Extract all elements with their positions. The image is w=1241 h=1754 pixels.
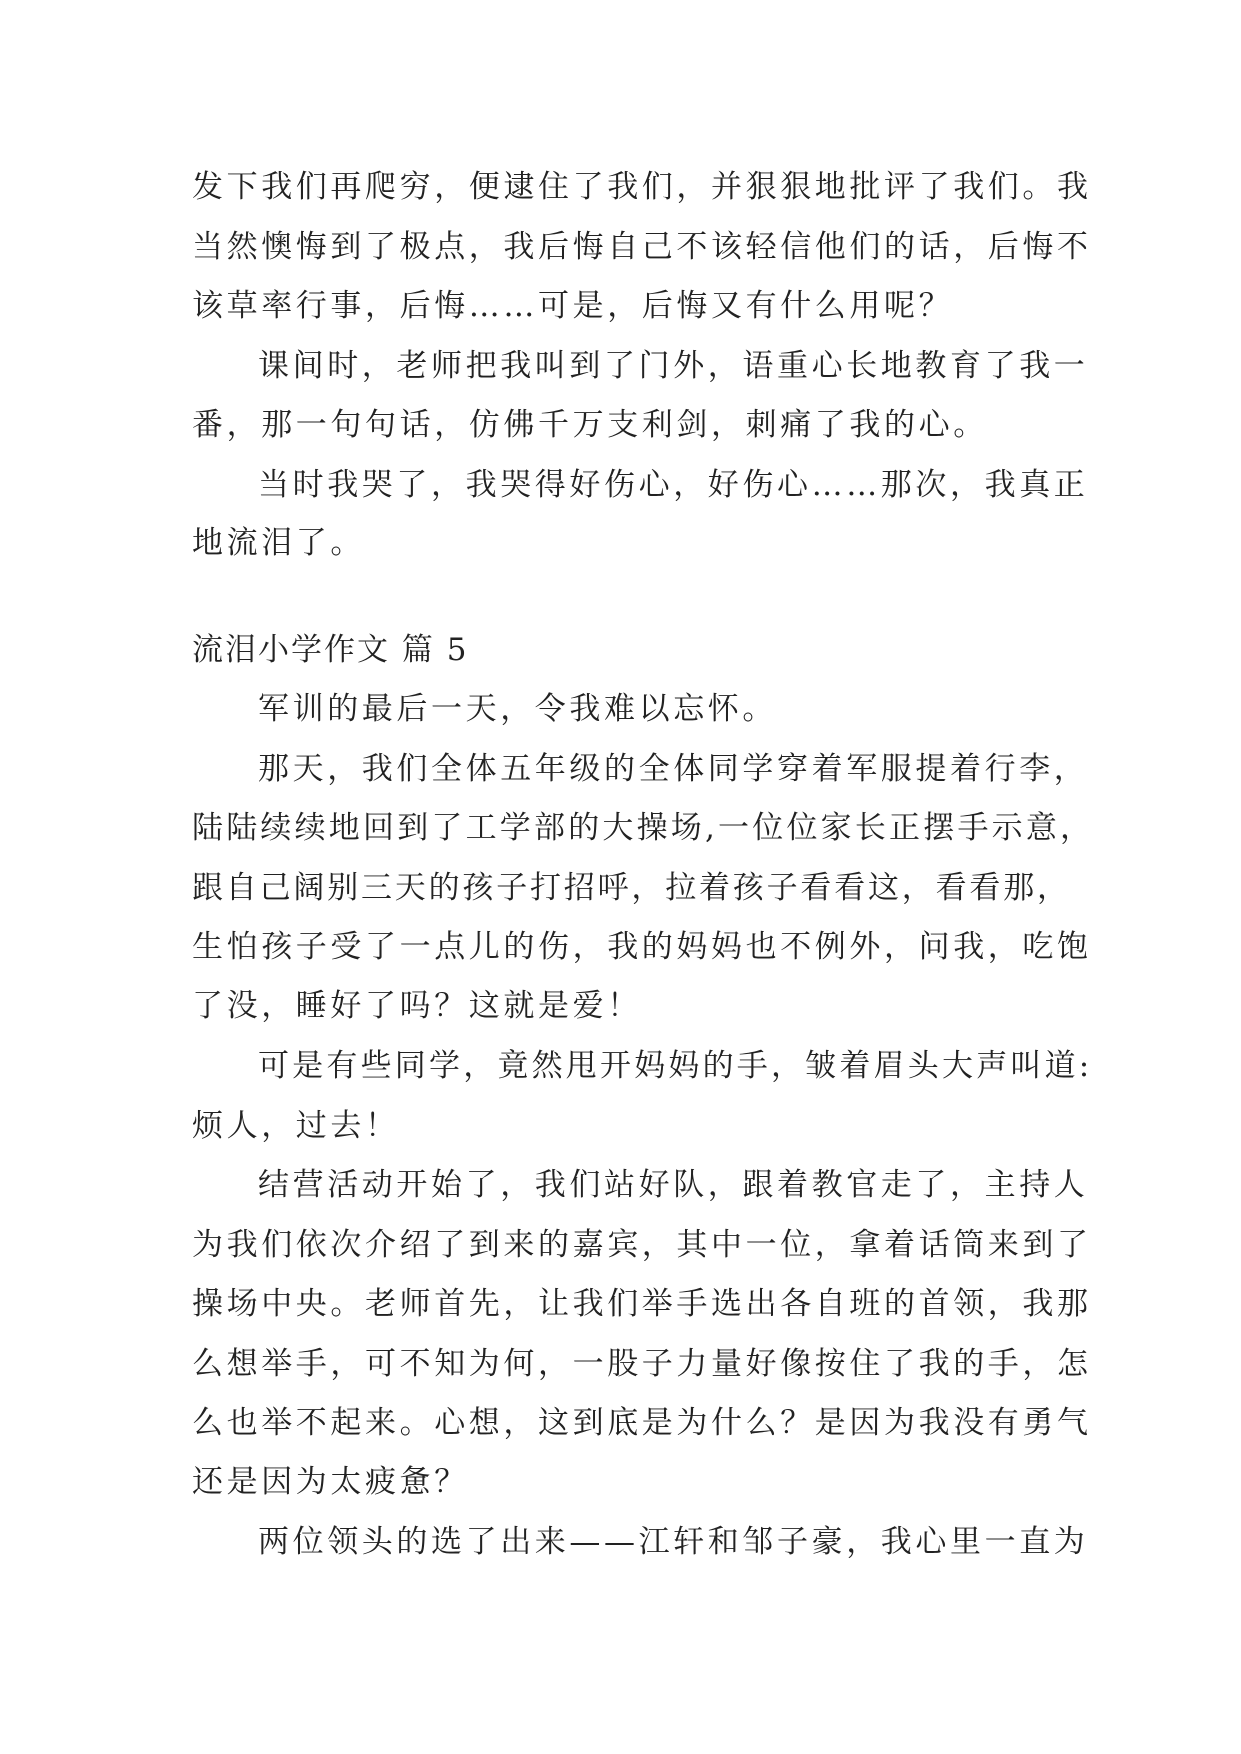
paragraph-line: 了没，睡好了吗？这就是爱！ bbox=[192, 988, 642, 1024]
paragraph-line: 还是因为太疲惫？ bbox=[192, 1464, 469, 1500]
paragraph-line: 军训的最后一天，令我难以忘怀。 bbox=[258, 691, 777, 727]
paragraph-line: 结营活动开始了，我们站好队，跟着教官走了，主持人 bbox=[258, 1167, 1089, 1203]
paragraph-line: 为我们依次介绍了到来的嘉宾，其中一位，拿着话筒来到了 bbox=[192, 1227, 1092, 1263]
paragraph-line: 操场中央。老师首先，让我们举手选出各自班的首领，我那 bbox=[192, 1286, 1092, 1322]
paragraph-line: 当时我哭了，我哭得好伤心，好伤心……那次，我真正 bbox=[258, 467, 1089, 503]
paragraph-line: 两位领头的选了出来——江轩和邹子豪，我心里一直为 bbox=[258, 1524, 1089, 1560]
paragraph-line: 课间时，老师把我叫到了门外，语重心长地教育了我一 bbox=[258, 348, 1089, 384]
paragraph-line: 番，那一句句话，仿佛千万支利剑，刺痛了我的心。 bbox=[192, 407, 988, 443]
paragraph-line: 跟自己阔别三天的孩子打招呼，拉着孩子看看这，看看那， bbox=[192, 870, 1071, 906]
paragraph-line: 么想举手，可不知为何，一股子力量好像按住了我的手，怎 bbox=[192, 1346, 1092, 1382]
paragraph-line: 生怕孩子受了一点儿的伤，我的妈妈也不例外，问我，吃饱 bbox=[192, 929, 1092, 965]
paragraph-line: 那天，我们全体五年级的全体同学穿着军服提着行李， bbox=[258, 751, 1089, 787]
paragraph-line: 当然懊悔到了极点，我后悔自己不该轻信他们的话，后悔不 bbox=[192, 229, 1092, 265]
paragraph-line: 地流泪了。 bbox=[192, 525, 365, 561]
paragraph-line: 么也举不起来。心想，这到底是为什么？是因为我没有勇气 bbox=[192, 1405, 1092, 1441]
paragraph-line: 该草率行事，后悔……可是，后悔又有什么用呢？ bbox=[192, 288, 954, 324]
paragraph-line: 可是有些同学，竟然甩开妈妈的手，皱着眉头大声叫道: bbox=[258, 1048, 1093, 1084]
paragraph-line: 发下我们再爬穷，便逮住了我们，并狠狠地批评了我们。我 bbox=[192, 169, 1092, 205]
section-heading: 流泪小学作文 篇 5 bbox=[192, 632, 469, 668]
paragraph-line: 陆陆续续地回到了工学部的大操场,一位位家长正摆手示意， bbox=[192, 810, 1095, 846]
paragraph-line: 烦人，过去！ bbox=[192, 1108, 400, 1144]
